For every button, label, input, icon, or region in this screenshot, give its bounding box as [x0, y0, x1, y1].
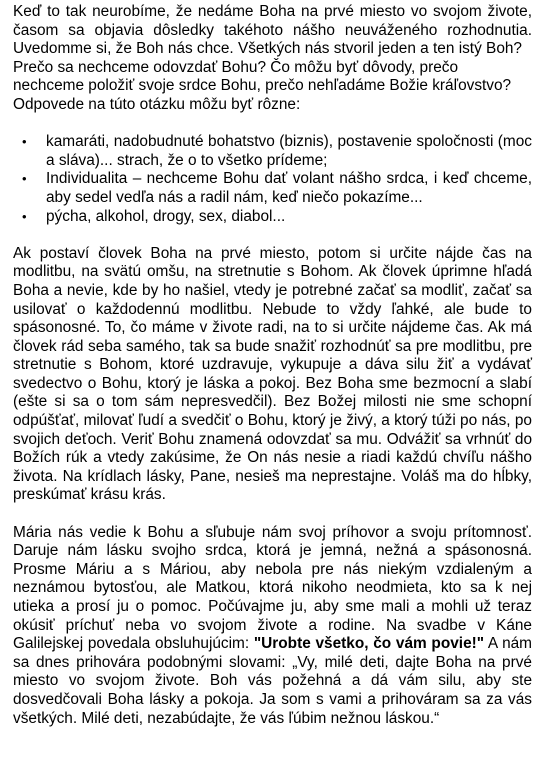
spacer	[13, 226, 532, 245]
paragraph-question: Prečo sa nechceme odovzdať Bohu? Čo môžu byť dôvody, prečo nechceme položiť svoje srdce Bohu, prečo nehľadáme Božie kráľovstvo? Odpovede na túto otázku môžu byť rôzne:	[13, 58, 512, 113]
bullet-icon: •	[22, 134, 27, 150]
bullet-icon: •	[22, 208, 27, 224]
paragraph-intro: Keď to tak neurobíme, že nedáme Boha na prvé miesto vo svojom živote, časom sa objavia dôsledky takéhoto nášho neuváženého rozhodnutia. Uvedomme si, že Boh nás chce. Všetkých nás stvoril jeden a ten istý Boh?	[13, 3, 532, 58]
quote-bold: "Urobte všetko, čo vám povie!"	[253, 635, 485, 653]
spacer	[13, 115, 532, 134]
list-item	[13, 170, 532, 207]
list-item-text: kamaráti, nadobudnuté bohatstvo (biznis), postavenie spoločnosti (moc a sláva)... strach, že o to všetko prídeme;	[46, 133, 532, 169]
spacer	[13, 505, 532, 524]
list-item-text: Individualita – nechceme Bohu dať volant nášho srdca, i keď chceme, aby sedel vedľa nás a radil nám, keď niečo pokazíme...	[46, 170, 532, 206]
document-page	[13, 3, 532, 728]
list-item	[13, 208, 532, 227]
paragraph-mary-text-end: A nám sa dnes prihovára podobnými slovami: „Vy, milé deti, dajte Boha na prvé miesto vo svojom živote. Boh vás požehná a dá vám silu, aby ste dosvedčovali Boha lásky a pokoja. Ja som s vami a prihováram sa za vás všetkých. Milé deti, nezabúdajte, že vás ľúbim nežnou láskou.“	[13, 635, 533, 727]
list-item	[13, 133, 532, 170]
reasons-list	[13, 133, 532, 226]
paragraph-prayer: Ak postaví človek Boha na prvé miesto, potom si určite nájde čas na modlitbu, na svätú omšu, na stretnutie s Bohom. Ak človek úprimne hľadá Boha a nevie, kde by ho našiel, vtedy je potrebné začať sa modliť, začať sa usilovať o každodennú modlitbu. Nebude to vždy ľahké, ale bude to spásonosné. To, čo máme v živote radi, na to si určite nájdeme čas. Ak má človek rád seba samého, tak sa bude snažiť rozhodnúť sa pre modlitbu, pre stretnutie s Bohom, ktoré uzdravuje, vykupuje a dáva silu žiť a vydávať svedectvo o Bohu, ktorý je láska a pokoj. Bez Boha sme bezmocní a slabí (ešte si sa o tom sám nepresvedčil). Bez Božej milosti nie sme schopní odpúšťať, milovať ľudí a svedčiť o Bohu, ktorý je živý, a ktorý túži po nás, po svojich deťoch. Veriť Bohu znamená odovzdať sa mu. Odvážiť sa vrhnúť do Božích rúk a vtedy zakúsime, že On nás nesie a riadi každú chvíľu nášho života. Na krídlach lásky, Pane, nesieš ma neprestajne. Voláš ma do hĺbky, preskúmať krásu krás.	[13, 244, 532, 504]
paragraph-mary	[13, 524, 532, 729]
list-item-text: pýcha, alkohol, drogy, sex, diabol...	[46, 207, 286, 225]
paragraph-mary-text-start: Mária nás vedie k Bohu a sľubuje nám svoj príhovor a svoju prítomnosť. Daruje nám lásku svojho srdca, ktorá je jemná, nežná a spásonosná. Prosme Máriu a s Máriou, aby nebola pre nás niekým vzdialeným a neznámou bytosťou, ale Matkou, ktorá nikoho neodmieta, kto sa k nej utieka a prosí ju o pomoc. Počúvajme ju, aby sme mali a mohli už teraz okúsiť príchuť neba vo svojom živote a rodine. Na svadbe v Káne Galilejskej povedala obsluhujúcim:	[13, 523, 532, 653]
bullet-icon: •	[22, 171, 27, 187]
